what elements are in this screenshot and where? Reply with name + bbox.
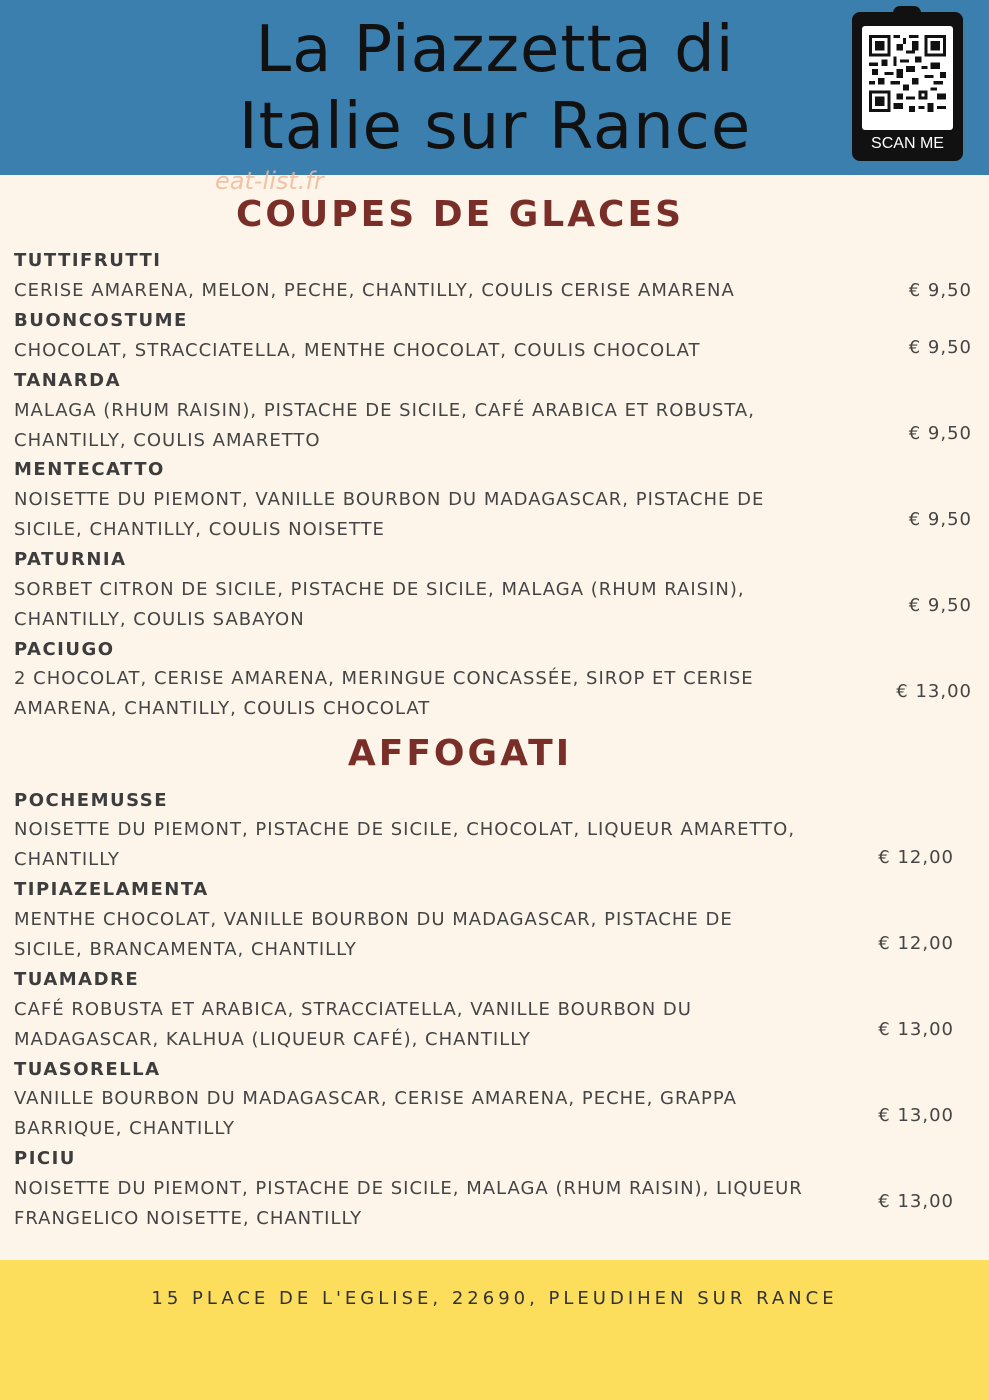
menu-item-price: € 12,00	[878, 933, 954, 954]
qr-code-badge[interactable]	[852, 12, 963, 161]
menu-item-description: MALAGA (RHUM RAISIN), PISTACHE DE SICILE, CAFÉ ARABICA ET ROBUSTA, CHANTILLY, COULIS AMARETTO	[14, 400, 755, 451]
menu-item-name: MENTECATTO	[14, 459, 165, 480]
qr-code-icon	[862, 26, 953, 130]
menu-item-description: VANILLE BOURBON DU MADAGASCAR, CERISE AMARENA, PECHE, GRAPPA BARRIQUE, CHANTILLY	[14, 1088, 737, 1139]
menu-item-price: € 12,00	[878, 847, 954, 868]
menu-item-price: € 13,00	[878, 1019, 954, 1040]
menu-item-price: € 9,50	[908, 280, 972, 301]
menu-item-description: MENTHE CHOCOLAT, VANILLE BOURBON DU MADAGASCAR, PISTACHE DE SICILE, BRANCAMENTA, CHANTILLY	[14, 909, 733, 960]
menu-item-name: TUTTIFRUTTI	[14, 250, 162, 271]
menu-item-price: € 9,50	[908, 423, 972, 444]
section-title-coupes: COUPES DE GLACES	[236, 194, 684, 235]
menu-item-price: € 9,50	[908, 337, 972, 358]
menu-item-price: € 13,00	[878, 1105, 954, 1126]
menu-item-description: NOISETTE DU PIEMONT, PISTACHE DE SICILE, MALAGA (RHUM RAISIN), LIQUEUR FRANGELICO NOISETTE, CHANTILLY	[14, 1178, 803, 1229]
footer-address: 15 PLACE DE L'EGLISE, 22690, PLEUDIHEN SUR RANCE	[151, 1288, 838, 1309]
menu-item-name: TUAMADRE	[14, 969, 140, 990]
qr-clip-decoration	[893, 6, 921, 20]
section-title-affogati: AFFOGATI	[347, 733, 573, 774]
restaurant-title-line1: La Piazzetta di	[255, 13, 735, 87]
menu-item-name: TIPIAZELAMENTA	[14, 879, 209, 900]
menu-item-name: PATURNIA	[14, 549, 127, 570]
menu-item-price: € 13,00	[878, 1191, 954, 1212]
menu-item-description: CERISE AMARENA, MELON, PECHE, CHANTILLY, COULIS CERISE AMARENA	[14, 280, 735, 301]
restaurant-title-line2: Italie sur Rance	[238, 90, 752, 164]
menu-item-description: SORBET CITRON DE SICILE, PISTACHE DE SICILE, MALAGA (RHUM RAISIN), CHANTILLY, COULIS SABAYON	[14, 579, 745, 630]
footer-banner	[0, 1260, 989, 1400]
menu-item-name: TANARDA	[14, 370, 122, 391]
menu-item-name: BUONCOSTUME	[14, 310, 188, 331]
menu-item-name: PACIUGO	[14, 639, 115, 660]
menu-item-price: € 9,50	[908, 509, 972, 530]
menu-item-description: NOISETTE DU PIEMONT, VANILLE BOURBON DU MADAGASCAR, PISTACHE DE SICILE, CHANTILLY, COULIS NOISETTE	[14, 489, 765, 540]
qr-scan-label: SCAN ME	[871, 135, 944, 152]
menu-item-price: € 13,00	[896, 681, 972, 702]
menu-item-name: POCHEMUSSE	[14, 790, 169, 811]
menu-item-description: 2 CHOCOLAT, CERISE AMARENA, MERINGUE CONCASSÉE, SIROP ET CERISE AMARENA, CHANTILLY, COULIS CHOCOLAT	[14, 668, 754, 719]
menu-item-description: NOISETTE DU PIEMONT, PISTACHE DE SICILE, CHOCOLAT, LIQUEUR AMARETTO, CHANTILLY	[14, 819, 796, 870]
menu-item-description: CHOCOLAT, STRACCIATELLA, MENTHE CHOCOLAT, COULIS CHOCOLAT	[14, 340, 701, 361]
watermark: eat-list.fr	[215, 167, 324, 195]
menu-item-name: PICIU	[14, 1148, 76, 1169]
menu-item-name: TUASORELLA	[14, 1059, 161, 1080]
header-banner	[0, 0, 989, 175]
menu-item-price: € 9,50	[908, 595, 972, 616]
menu-item-description: CAFÉ ROBUSTA ET ARABICA, STRACCIATELLA, VANILLE BOURBON DU MADAGASCAR, KALHUA (LIQUEUR CAFÉ), CHANTILLY	[14, 999, 692, 1050]
